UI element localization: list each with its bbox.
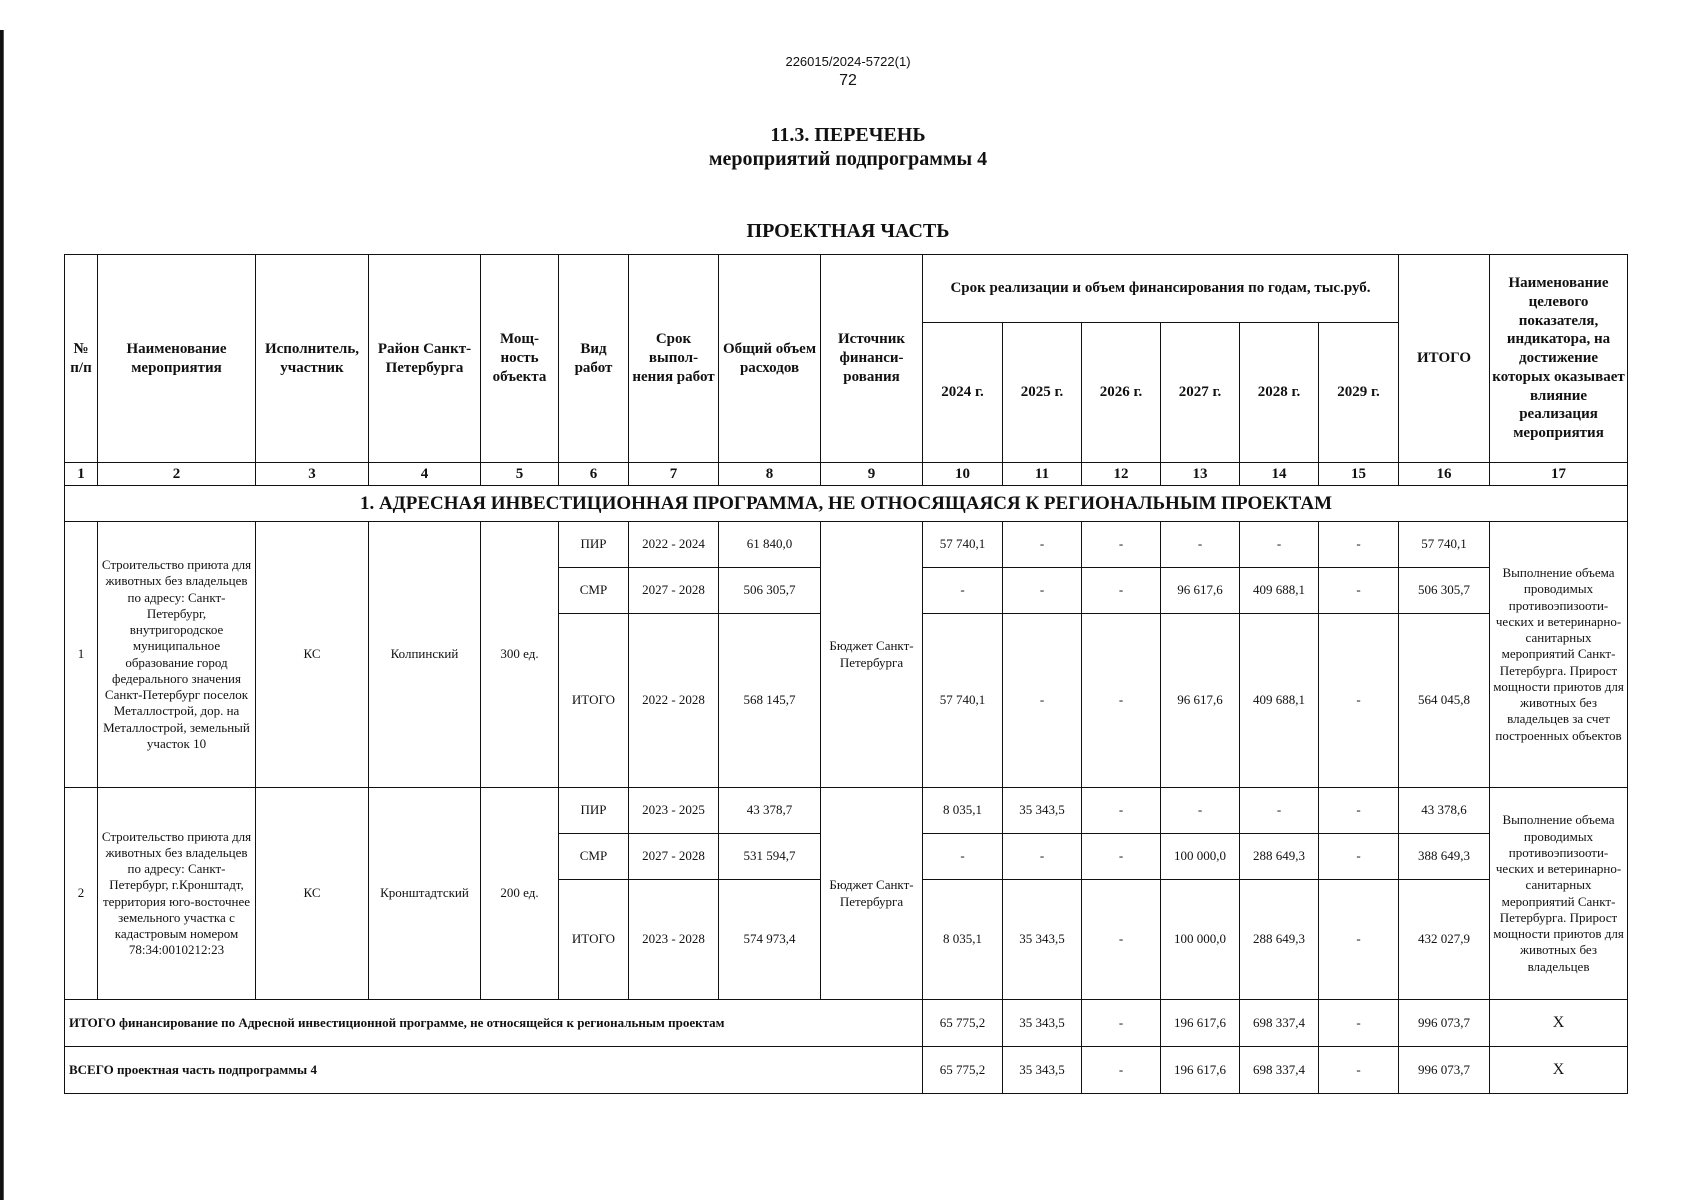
work-type: СМР: [559, 834, 629, 880]
object-name: Строительство приюта для животных без владельцев по адресу: Санкт-Петербург, внутригородское муниципальное образование город федерального значения Санкт-Петербург поселок Металлострой, дор. на Металлострой, земельный участок 10: [98, 522, 256, 788]
header-row-1: [65, 255, 1628, 323]
object-executor: КС: [256, 788, 369, 1000]
col-header-year: 2024 г.: [923, 323, 1003, 463]
work-cost: 568 145,7: [719, 614, 821, 788]
col-header-name: Наименование мероприятия: [98, 255, 256, 463]
row-itogo: 564 045,8: [1399, 614, 1490, 788]
year-value: 409 688,1: [1240, 568, 1319, 614]
row-itogo: 43 378,6: [1399, 788, 1490, 834]
page-number: 72: [839, 72, 857, 89]
year-value: -: [1003, 834, 1082, 880]
column-number: 17: [1490, 463, 1628, 486]
column-number: 12: [1082, 463, 1161, 486]
col-header-year: 2029 г.: [1319, 323, 1399, 463]
year-value: -: [1319, 614, 1399, 788]
table-row: [65, 788, 1628, 834]
program-title: 1. АДРЕСНАЯ ИНВЕСТИЦИОННАЯ ПРОГРАММА, НЕ ОТНОСЯЩАЯСЯ К РЕГИОНАЛЬНЫМ ПРОЕКТАМ: [65, 486, 1628, 522]
year-value: -: [1003, 568, 1082, 614]
year-value: -: [1082, 834, 1161, 880]
col-header-year: 2026 г.: [1082, 323, 1161, 463]
total-itogo: 996 073,7: [1399, 1047, 1490, 1094]
col-header-target: Наименование целевого показателя, индикатора, на достижение которых оказывает влияние реализация мероприятия: [1490, 255, 1628, 463]
year-value: -: [1319, 880, 1399, 1000]
total-year-value: -: [1082, 1047, 1161, 1094]
total-year-value: 35 343,5: [1003, 1047, 1082, 1094]
col-header-source: Источник финанси-рования: [821, 255, 923, 463]
total-year-value: 698 337,4: [1240, 1047, 1319, 1094]
object-executor: КС: [256, 522, 369, 788]
section-title: ПРОЕКТНАЯ ЧАСТЬ: [746, 220, 950, 242]
row-itogo: 432 027,9: [1399, 880, 1490, 1000]
column-number: 14: [1240, 463, 1319, 486]
col-header-capacity: Мощ-ность объекта: [481, 255, 559, 463]
col-header-num: № п/п: [65, 255, 98, 463]
column-numbers-row: [65, 463, 1628, 486]
target-indicator: Выполнение объема проводимых противоэпизооти-ческих и ветеринарно-санитарных мероприятий Санкт-Петербурга. Прирост мощности приютов для животных без владельцев за счет построенных объектов: [1490, 522, 1628, 788]
year-value: -: [1319, 788, 1399, 834]
year-value: -: [1319, 568, 1399, 614]
work-type: ИТОГО: [559, 614, 629, 788]
total-year-value: 65 775,2: [923, 1047, 1003, 1094]
col-header-year: 2025 г.: [1003, 323, 1082, 463]
measures-table: [64, 254, 1628, 1094]
column-number: 15: [1319, 463, 1399, 486]
target-indicator: Выполнение объема проводимых противоэпизооти-ческих и ветеринарно-санитарных мероприятий Санкт-Петербурга. Прирост мощности приютов для животных без владельцев: [1490, 788, 1628, 1000]
col-header-executor: Исполнитель, участник: [256, 255, 369, 463]
object-name: Строительство приюта для животных без владельцев по адресу: Санкт-Петербург, г.Кронштадт, территория юго-восточнее земельного участка с кадастровым номером 78:34:0010212:23: [98, 788, 256, 1000]
document-title: 11.3. ПЕРЕЧЕНЬ: [770, 124, 926, 146]
col-header-year: 2028 г.: [1240, 323, 1319, 463]
column-number: 1: [65, 463, 98, 486]
total-year-value: 65 775,2: [923, 1000, 1003, 1047]
year-value: 35 343,5: [1003, 880, 1082, 1000]
col-header-term: Срок выпол-нения работ: [629, 255, 719, 463]
total-year-value: 35 343,5: [1003, 1000, 1082, 1047]
document-id: 226015/2024-5722(1): [785, 54, 911, 69]
column-number: 9: [821, 463, 923, 486]
col-header-year: 2027 г.: [1161, 323, 1240, 463]
column-number: 10: [923, 463, 1003, 486]
year-value: 100 000,0: [1161, 880, 1240, 1000]
column-number: 8: [719, 463, 821, 486]
row-itogo: 57 740,1: [1399, 522, 1490, 568]
column-number: 7: [629, 463, 719, 486]
total-target: Х: [1490, 1000, 1628, 1047]
work-type: ПИР: [559, 522, 629, 568]
column-number: 16: [1399, 463, 1490, 486]
year-value: 100 000,0: [1161, 834, 1240, 880]
col-header-itogo: ИТОГО: [1399, 255, 1490, 463]
year-value: -: [1240, 788, 1319, 834]
work-type: ПИР: [559, 788, 629, 834]
col-header-years-group: Срок реализации и объем финансирования по годам, тыс.руб.: [923, 255, 1399, 323]
year-value: 288 649,3: [1240, 834, 1319, 880]
table-row: [65, 522, 1628, 568]
total-year-value: 196 617,6: [1161, 1000, 1240, 1047]
work-term: 2023 - 2028: [629, 880, 719, 1000]
column-number: 13: [1161, 463, 1240, 486]
object-number: 2: [65, 788, 98, 1000]
work-type: ИТОГО: [559, 880, 629, 1000]
col-header-work-type: Вид работ: [559, 255, 629, 463]
funding-source: Бюджет Санкт-Петербурга: [821, 522, 923, 788]
total-year-value: -: [1319, 1000, 1399, 1047]
total-itogo: 996 073,7: [1399, 1000, 1490, 1047]
program-title-row: [65, 486, 1628, 522]
row-itogo: 388 649,3: [1399, 834, 1490, 880]
year-value: -: [923, 834, 1003, 880]
year-value: -: [1240, 522, 1319, 568]
funding-source: Бюджет Санкт-Петербурга: [821, 788, 923, 1000]
year-value: -: [1161, 788, 1240, 834]
year-value: -: [923, 568, 1003, 614]
object-capacity: 300 ед.: [481, 522, 559, 788]
object-number: 1: [65, 522, 98, 788]
column-number: 2: [98, 463, 256, 486]
total-row-program: [65, 1000, 1628, 1047]
year-value: -: [1082, 788, 1161, 834]
work-term: 2027 - 2028: [629, 568, 719, 614]
column-number: 6: [559, 463, 629, 486]
year-value: 96 617,6: [1161, 568, 1240, 614]
work-cost: 61 840,0: [719, 522, 821, 568]
year-value: 8 035,1: [923, 880, 1003, 1000]
work-term: 2023 - 2025: [629, 788, 719, 834]
total-year-value: -: [1319, 1047, 1399, 1094]
total-year-value: 196 617,6: [1161, 1047, 1240, 1094]
year-value: 288 649,3: [1240, 880, 1319, 1000]
column-number: 11: [1003, 463, 1082, 486]
year-value: -: [1082, 568, 1161, 614]
year-value: 35 343,5: [1003, 788, 1082, 834]
total-year-value: 698 337,4: [1240, 1000, 1319, 1047]
year-value: 8 035,1: [923, 788, 1003, 834]
work-cost: 531 594,7: [719, 834, 821, 880]
work-cost: 574 973,4: [719, 880, 821, 1000]
work-cost: 43 378,7: [719, 788, 821, 834]
object-capacity: 200 ед.: [481, 788, 559, 1000]
total-target: Х: [1490, 1047, 1628, 1094]
column-number: 3: [256, 463, 369, 486]
year-value: -: [1082, 522, 1161, 568]
col-header-total-cost: Общий объем расходов: [719, 255, 821, 463]
year-value: -: [1319, 834, 1399, 880]
year-value: 96 617,6: [1161, 614, 1240, 788]
year-value: -: [1082, 880, 1161, 1000]
scan-edge: [0, 30, 8, 1200]
total-label: ИТОГО финансирование по Адресной инвестиционной программе, не относящейся к региональным проектам: [65, 1000, 923, 1047]
year-value: -: [1082, 614, 1161, 788]
col-header-district: Район Санкт-Петербурга: [369, 255, 481, 463]
work-term: 2027 - 2028: [629, 834, 719, 880]
document-subtitle: мероприятий подпрограммы 4: [708, 148, 988, 170]
year-value: -: [1319, 522, 1399, 568]
year-value: 57 740,1: [923, 522, 1003, 568]
object-district: Колпинский: [369, 522, 481, 788]
year-value: 409 688,1: [1240, 614, 1319, 788]
work-term: 2022 - 2024: [629, 522, 719, 568]
work-type: СМР: [559, 568, 629, 614]
total-label: ВСЕГО проектная часть подпрограммы 4: [65, 1047, 923, 1094]
work-term: 2022 - 2028: [629, 614, 719, 788]
year-value: -: [1161, 522, 1240, 568]
year-value: 57 740,1: [923, 614, 1003, 788]
column-number: 4: [369, 463, 481, 486]
total-year-value: -: [1082, 1000, 1161, 1047]
total-row-all: [65, 1047, 1628, 1094]
year-value: -: [1003, 522, 1082, 568]
year-value: -: [1003, 614, 1082, 788]
work-cost: 506 305,7: [719, 568, 821, 614]
column-number: 5: [481, 463, 559, 486]
object-district: Кронштадтский: [369, 788, 481, 1000]
row-itogo: 506 305,7: [1399, 568, 1490, 614]
